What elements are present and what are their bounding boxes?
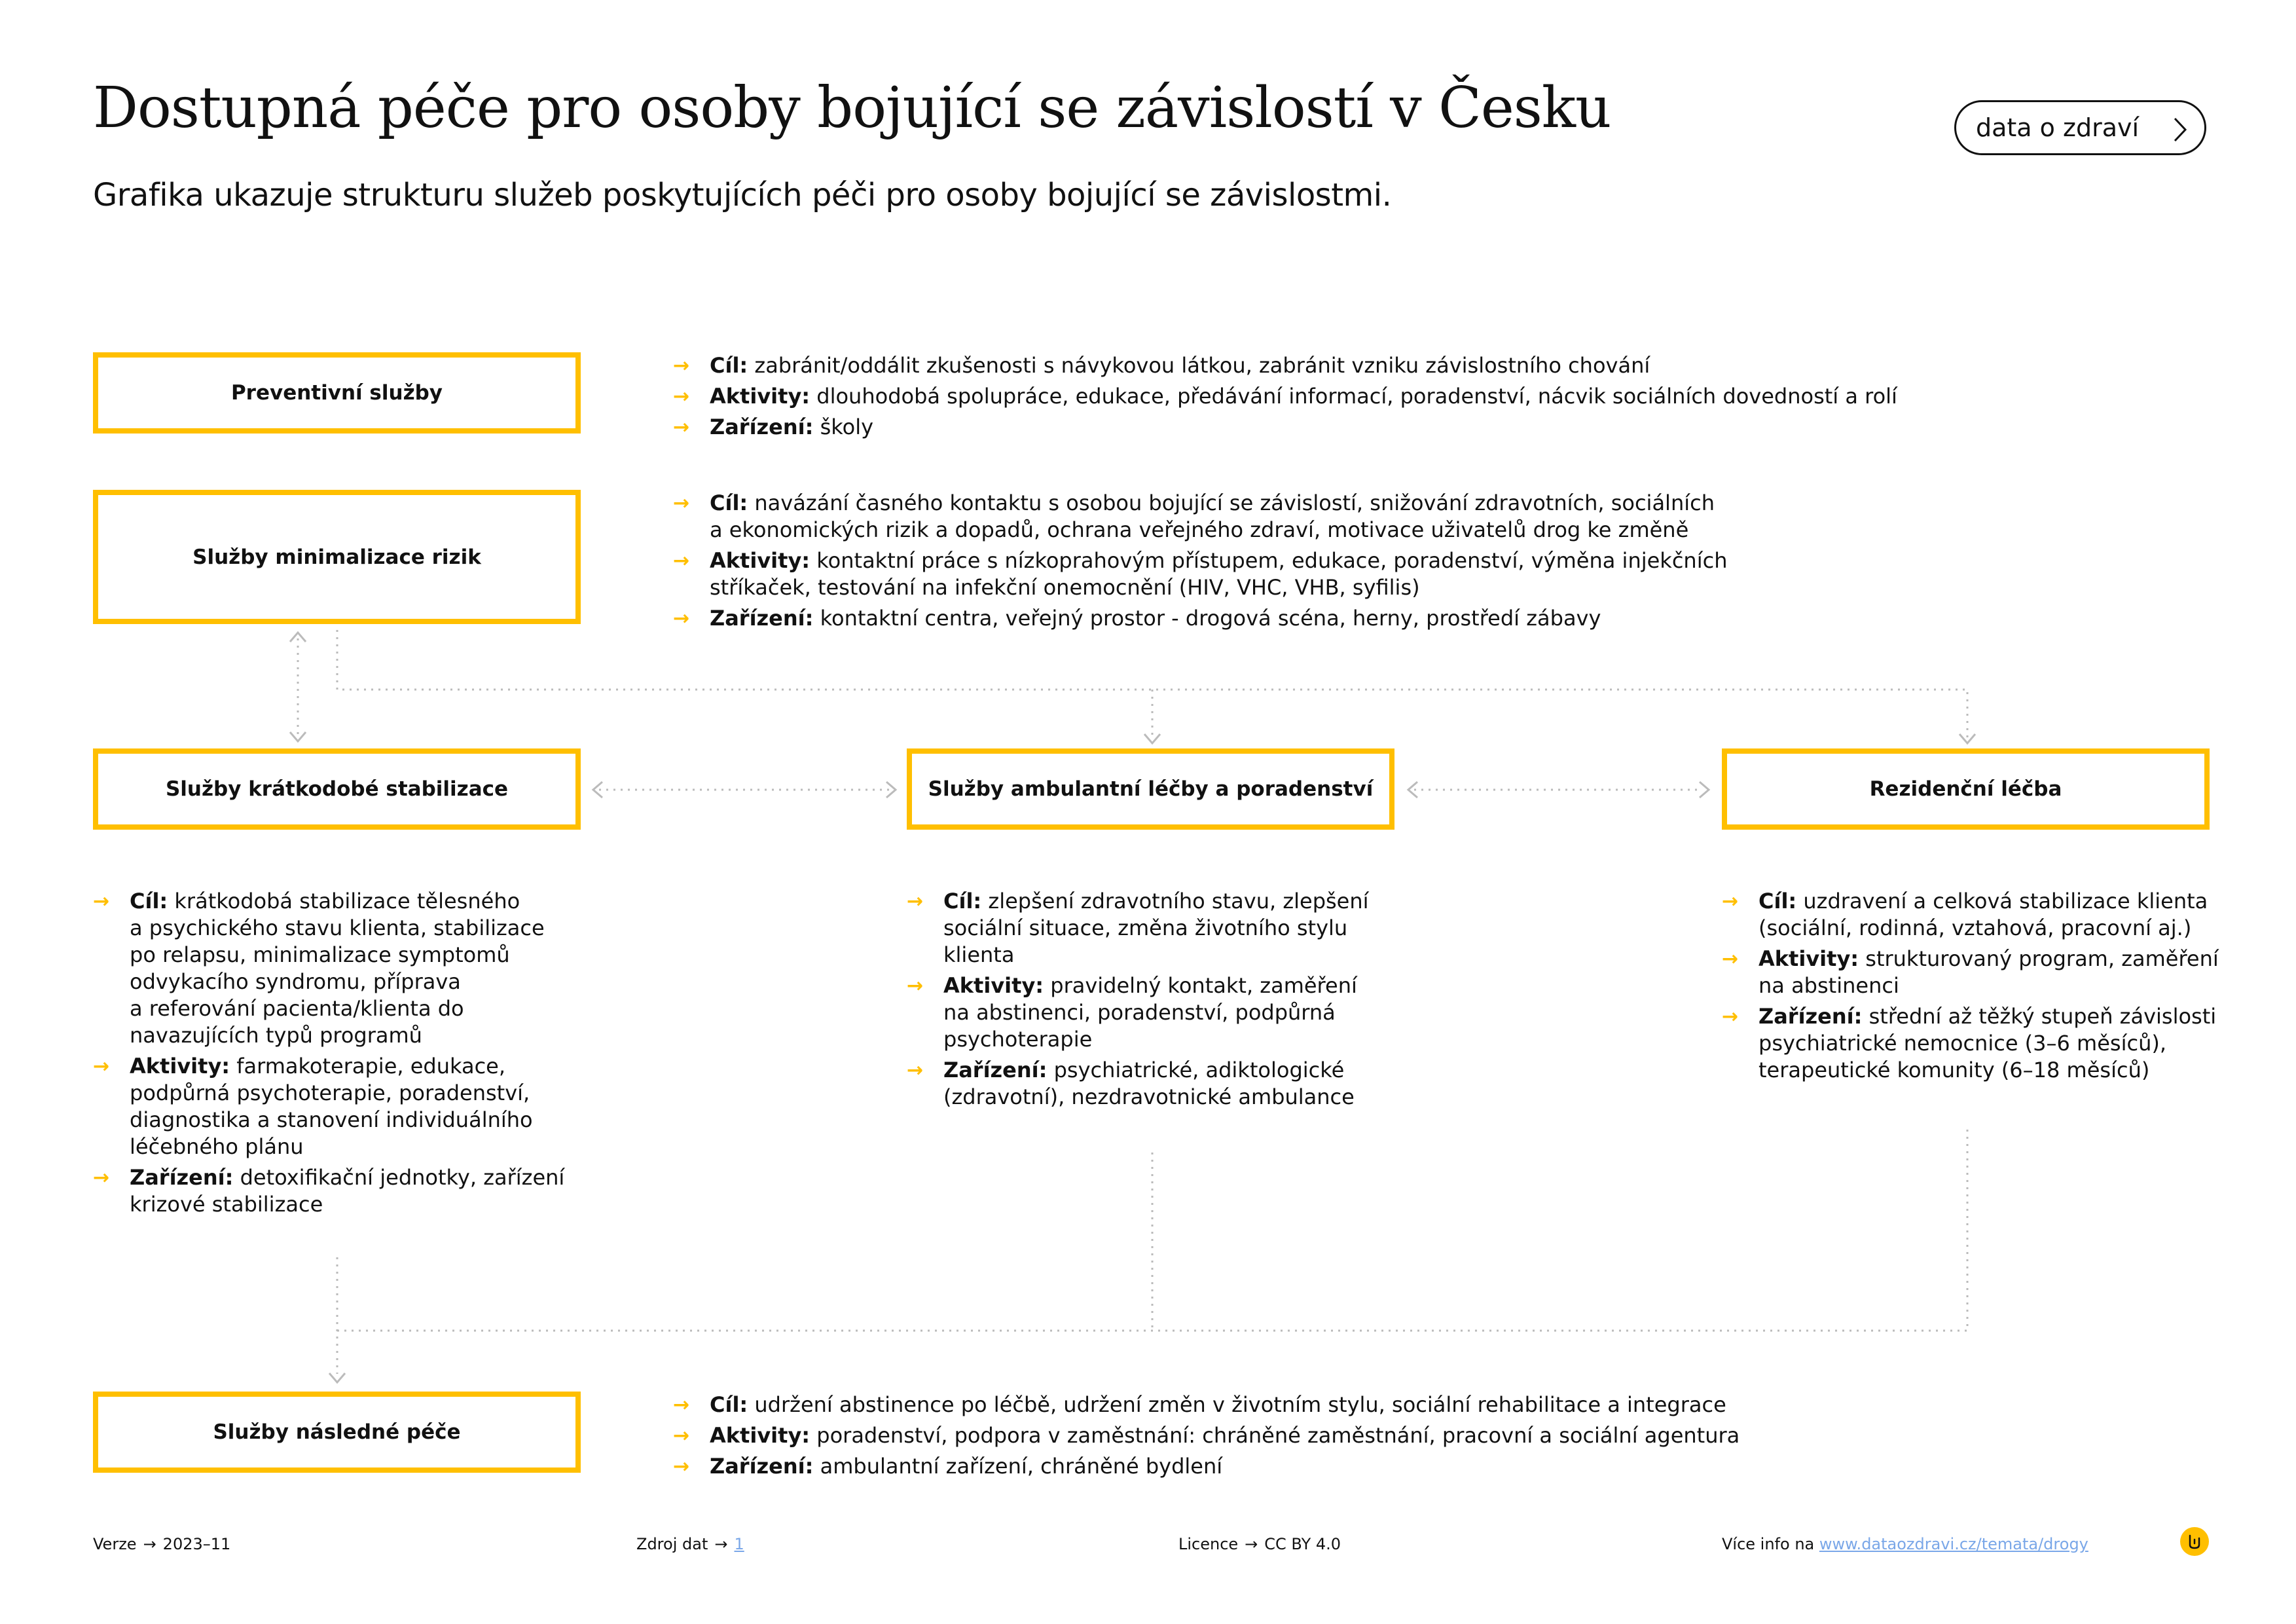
- arrow-right-icon: →: [93, 890, 110, 913]
- box-kratkodoba-stabilizace: Služby krátkodobé stabilizace: [93, 748, 581, 830]
- list-item: → Cíl: navázání časného kontaktu s osobou bojující se závislostí, snižování zdravotních, sociálních a ekonomických rizik a dopadů, ochrana veřejného zdraví, motivace uživatelů drog ke změně: [673, 490, 1715, 542]
- box-preventivni-sluzby: Preventivní služby: [93, 352, 581, 434]
- box-rezidencni-lecba: Rezidenční léčba: [1722, 748, 2210, 830]
- arrow-right-icon: →: [673, 492, 690, 515]
- footer-more-info: Více info na www.dataozdravi.cz/temata/drogy: [1722, 1535, 2088, 1553]
- list-item: → Zařízení: psychiatrické, adiktologické (zdravotní), nezdravotnické ambulance: [907, 1058, 1355, 1109]
- prevention-details: [673, 352, 1897, 445]
- page-subtitle: Grafika ukazuje strukturu služeb poskytujících péči pro osoby bojující se závislostmi.: [93, 177, 1392, 213]
- arrow-right-icon: →: [673, 416, 690, 439]
- arrow-right-icon: →: [673, 354, 690, 377]
- page-title: Dostupná péče pro osoby bojující se závislostí v Česku: [93, 75, 1611, 141]
- data-o-zdravi-label: data o zdraví: [1976, 113, 2140, 142]
- arrow-right-icon: →: [1722, 1005, 1739, 1028]
- more-info-link[interactable]: www.dataozdravi.cz/temata/drogy: [1819, 1535, 2088, 1553]
- list-item: → Aktivity: poradenství, podpora v zaměstnání: chráněné zaměstnání, pracovní a sociální agentura: [673, 1423, 1740, 1448]
- list-item: → Cíl: zabránit/oddálit zkušenosti s návykovou látkou, zabránit vzniku závislostního chování: [673, 353, 1650, 378]
- list-item: → Aktivity: kontaktní práce s nízkoprahovým přístupem, edukace, poradenství, výměna injekčních stříkaček, testování na infekční onemocnění (HIV, VHC, VHB, syfilis): [673, 548, 1728, 600]
- list-item: → Aktivity: dlouhodobá spolupráce, edukace, předávání informací, poradenství, nácvik sociálních dovedností a rolí: [673, 384, 1897, 409]
- arrow-right-icon: →: [714, 1535, 728, 1553]
- stabilization-details: [93, 888, 564, 1222]
- residential-details: [1722, 888, 2219, 1088]
- arrow-right-icon: →: [1245, 1535, 1258, 1553]
- logo-icon: [2180, 1527, 2209, 1556]
- list-item: → Zařízení: detoxifikační jednotky, zařízení krizové stabilizace: [93, 1165, 565, 1217]
- arrow-right-icon: →: [907, 974, 924, 997]
- arrow-right-icon: →: [1722, 890, 1739, 913]
- arrow-right-icon: →: [673, 607, 690, 630]
- list-item: → Zařízení: střední až těžký stupeň závislosti psychiatrické nemocnice (3–6 měsíců), terapeutické komunity (6–18 měsíců): [1722, 1004, 2217, 1082]
- outpatient-details: [907, 888, 1369, 1115]
- box-ambulantni-lecba: Služby ambulantní léčby a poradenství: [907, 748, 1394, 830]
- arrow-right-icon: →: [673, 385, 690, 408]
- list-item: → Cíl: udržení abstinence po léčbě, udržení změn v životním stylu, sociální rehabilitace a integrace: [673, 1392, 1726, 1417]
- list-item: → Cíl: uzdravení a celková stabilizace klienta (sociální, rodinná, vztahová, pracovní aj.): [1722, 889, 2208, 940]
- arrow-right-icon: →: [673, 1455, 690, 1478]
- list-item: → Cíl: krátkodobá stabilizace tělesného a psychického stavu klienta, stabilizace po relapsu, minimalizace symptomů odvykacího syndromu, příprava a referování pacienta/klienta do navazujících typů programů: [93, 889, 545, 1048]
- arrow-right-icon: →: [673, 1393, 690, 1416]
- arrow-right-icon: →: [907, 1059, 924, 1082]
- list-item: → Zařízení: ambulantní zařízení, chráněné bydlení: [673, 1454, 1223, 1479]
- arrow-right-icon: →: [1722, 948, 1739, 970]
- list-item: → Aktivity: strukturovaný program, zaměření na abstinenci: [1722, 946, 2219, 998]
- footer-license: Licence → CC BY 4.0: [1178, 1535, 1341, 1553]
- list-item: → Aktivity: pravidelný kontakt, zaměření na abstinenci, poradenství, podpůrná psychoterapie: [907, 973, 1357, 1052]
- arrow-right-icon: →: [93, 1166, 110, 1189]
- list-item: → Zařízení: kontaktní centra, veřejný prostor - drogová scéna, herny, prostředí zábavy: [673, 606, 1601, 631]
- arrow-right-icon: →: [673, 1424, 690, 1447]
- footer-source: Zdroj dat → 1: [636, 1535, 744, 1553]
- aftercare-details: [673, 1392, 1740, 1484]
- list-item: → Zařízení: školy: [673, 415, 874, 439]
- arrow-right-icon: →: [93, 1055, 110, 1078]
- footer-version: Verze → 2023–11: [93, 1535, 231, 1553]
- arrow-right-icon: →: [673, 549, 690, 572]
- arrow-right-icon: →: [907, 890, 924, 913]
- list-item: → Cíl: zlepšení zdravotního stavu, zlepšení sociální situace, změna životního stylu klienta: [907, 889, 1369, 967]
- box-nasledna-pece: Služby následné péče: [93, 1392, 581, 1473]
- list-item: → Aktivity: farmakoterapie, edukace, podpůrná psychoterapie, poradenství, diagnostika a stanovení individuálního léčebného plánu: [93, 1054, 533, 1159]
- box-minimalizace-rizik: Služby minimalizace rizik: [93, 490, 581, 624]
- source-link[interactable]: 1: [734, 1535, 744, 1553]
- harm-reduction-details: [673, 490, 1727, 636]
- arrow-right-icon: →: [143, 1535, 156, 1553]
